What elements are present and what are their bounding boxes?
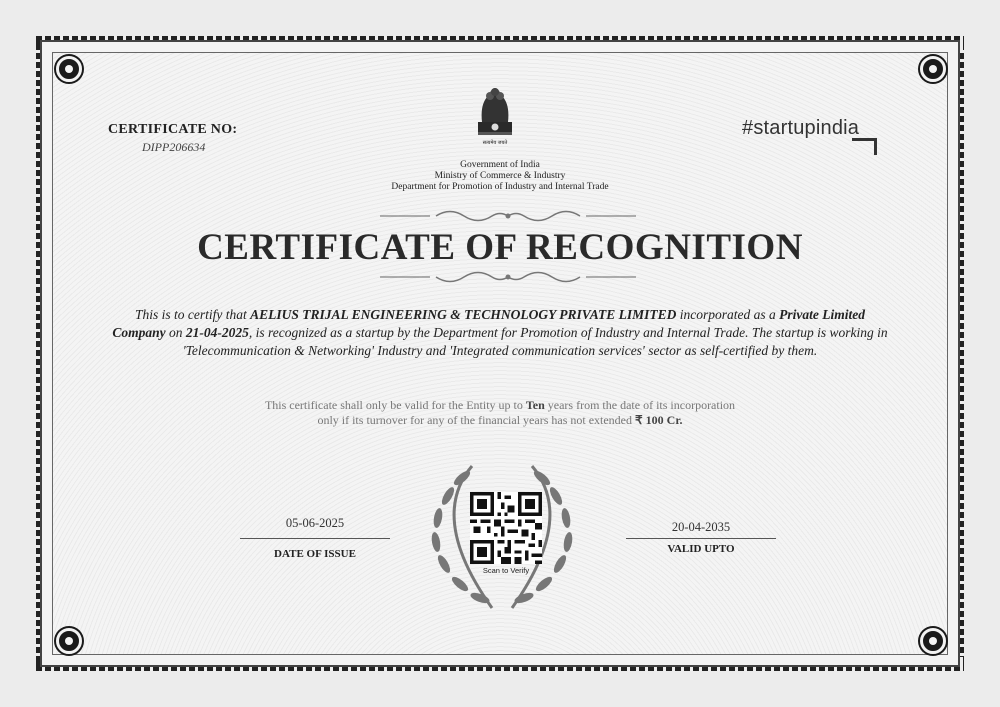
- authority-line-3: Department for Promotion of Industry and Internal Trade: [391, 182, 609, 192]
- issue-date: 05-06-2025: [285, 516, 345, 530]
- issue-date-line: [240, 538, 390, 539]
- company-name: AELIUS TRIJAL ENGINEERING & TECHNOLOGY PRIVATE LIMITED: [250, 307, 677, 322]
- bottom-flourish-icon: [380, 268, 636, 286]
- validity-years: Ten: [525, 398, 545, 412]
- issue-date-label: DATE OF ISSUE: [274, 548, 356, 560]
- issuing-authority: [360, 160, 640, 193]
- emblem-motto: सत्यमेव जयते: [482, 140, 508, 146]
- incorporation-date: 21-04-2025: [185, 325, 249, 340]
- valid-upto-date: 20-04-2035: [671, 520, 731, 534]
- corner-ornament-icon: [920, 56, 946, 82]
- top-flourish-icon: [380, 207, 636, 225]
- startupindia-logo-mark-icon: [852, 138, 877, 155]
- certificate-number-label: CERTIFICATE NO:: [108, 122, 238, 137]
- certificate-number: DIPP206634: [142, 140, 206, 154]
- turnover-limit: ₹ 100 Cr.: [635, 413, 683, 427]
- corner-ornament-icon: [56, 628, 82, 654]
- valid-upto-label: VALID UPTO: [667, 543, 735, 555]
- qr-caption: Scan to Verify: [482, 566, 530, 575]
- corner-ornament-icon: [56, 56, 82, 82]
- certificate-title: CERTIFICATE OF RECOGNITION: [197, 227, 803, 268]
- company-type: Private Limited Company: [112, 307, 866, 340]
- authority-line-2: Ministry of Commerce & Industry: [434, 171, 566, 181]
- authority-line-1: Government of India: [460, 160, 540, 170]
- verification-qr-code[interactable]: [470, 492, 542, 564]
- validity-conditions: This certificate shall only be valid for the Entity up to Ten years from the date of its incorporation only if its turnover for any of the financial years has not extended ₹ 100 Cr.: [264, 398, 736, 427]
- certification-statement: This is to certify that AELIUS TRIJAL ENGINEERING & TECHNOLOGY PRIVATE LIMITED incorporated as a Private Limited Company on 21-04-2025, is recognized as a startup by the Department for Promotion of Industry and Internal Trade. The startup is working in 'Telecommunication & Networking' Industry and 'Integrated communication services' sector as self-certified by them.: [112, 307, 888, 358]
- national-emblem-icon: [468, 82, 522, 148]
- startupindia-logo: #startupindia: [742, 117, 860, 139]
- valid-upto-line: [626, 538, 776, 539]
- corner-ornament-icon: [920, 628, 946, 654]
